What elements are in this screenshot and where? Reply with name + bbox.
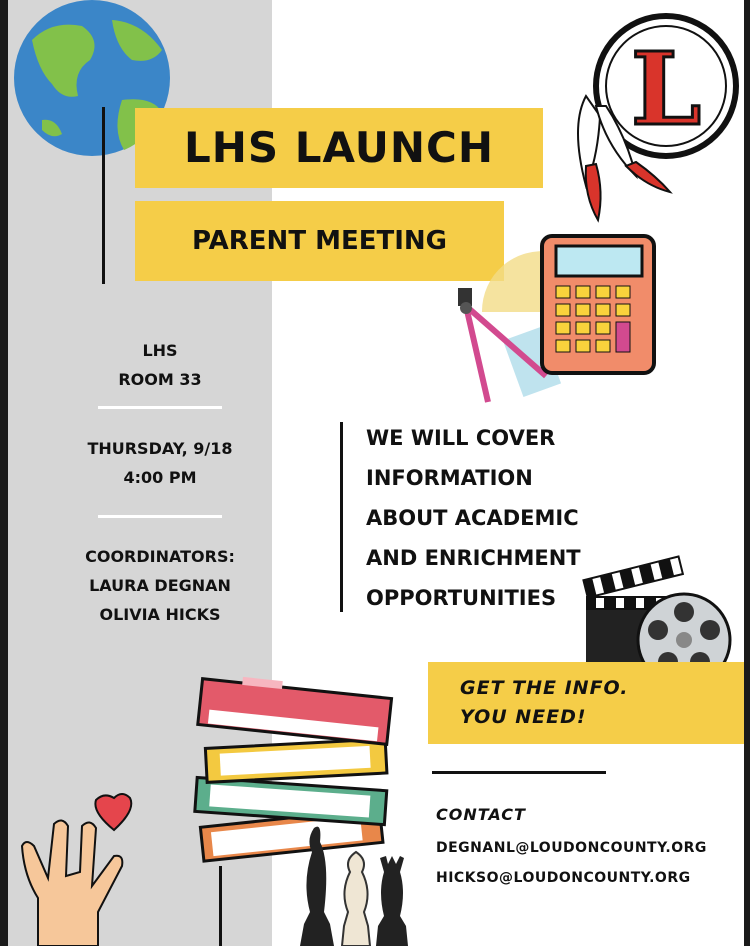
datetime-block — [60, 434, 260, 492]
coordinators-block — [60, 542, 260, 629]
cover-line: OPPORTUNITIES — [366, 586, 557, 610]
location-room: ROOM 33 — [118, 370, 202, 389]
location-block — [60, 336, 260, 394]
cover-accent-line — [340, 422, 343, 612]
contact-label: CONTACT — [436, 805, 526, 824]
coordinators-label: COORDINATORS: — [85, 547, 235, 566]
right-frame-border — [744, 0, 750, 946]
coordinator-name: LAURA DEGNAN — [89, 576, 231, 595]
page-title: LHS LAUNCH — [135, 108, 543, 188]
location-building: LHS — [142, 341, 178, 360]
school-logo-icon — [566, 6, 736, 226]
left-accent-line-bottom — [219, 866, 222, 946]
cta-line-2: YOU NEED! — [460, 706, 587, 728]
love-hand-icon — [18, 786, 138, 946]
cover-line: ABOUT ACADEMIC — [366, 506, 579, 530]
cta-banner — [428, 662, 744, 744]
cover-line: WE WILL COVER — [366, 426, 556, 450]
page-subtitle: PARENT MEETING — [135, 201, 504, 281]
coordinator-name: OLIVIA HICKS — [99, 605, 221, 624]
divider-2 — [98, 515, 222, 518]
contact-email[interactable]: DEGNANL@LOUDONCOUNTY.ORG — [436, 840, 707, 856]
left-frame-border — [0, 0, 8, 946]
meeting-date: THURSDAY, 9/18 — [87, 439, 233, 458]
contact-divider — [432, 771, 606, 774]
meeting-time: 4:00 PM — [123, 468, 197, 487]
cover-line: INFORMATION — [366, 466, 533, 490]
left-accent-line-top — [102, 107, 105, 284]
cover-line: AND ENRICHMENT — [366, 546, 581, 570]
chess-pieces-icon — [290, 812, 420, 946]
cta-line-1: GET THE INFO. — [460, 677, 629, 699]
logo-letter: L — [630, 30, 702, 148]
divider-1 — [98, 406, 222, 409]
calculator-icon — [538, 232, 658, 377]
contact-email[interactable]: HICKSO@LOUDONCOUNTY.ORG — [436, 870, 691, 886]
